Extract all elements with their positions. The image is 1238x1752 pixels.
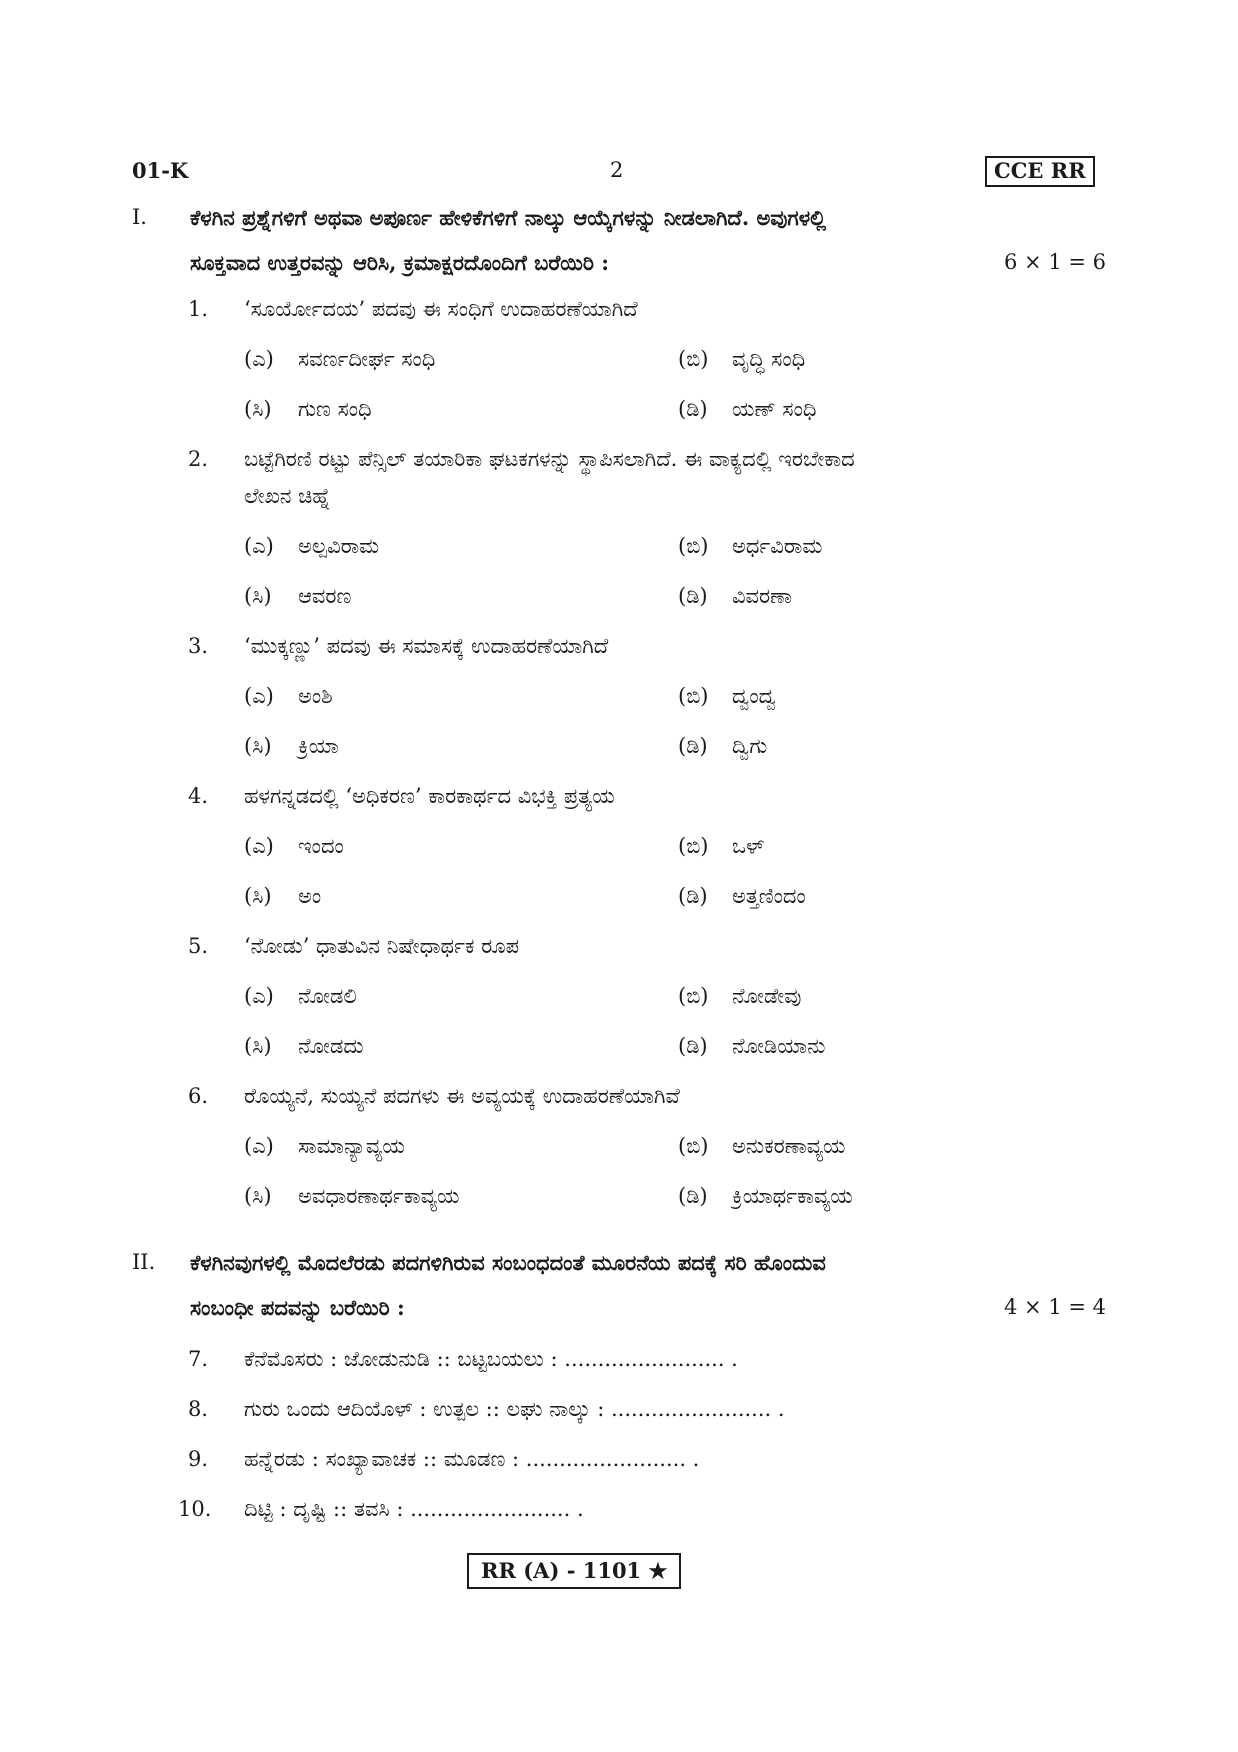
section-1-instruction-line-2: ಸೂಕ್ತವಾದ ಉತ್ತರವನ್ನು ಆರಿಸಿ, ಕ್ರಮಾಕ್ಷರದೊಂದಿಗೆ ಬರೆಯಿರಿ : <box>190 250 609 275</box>
question-number: 1. <box>187 297 208 321</box>
option-label: (ಡಿ) <box>678 397 708 421</box>
option-text: ವಿವರಣಾ <box>732 584 792 608</box>
option-text: ನೋಡಿಯಾನು <box>732 1034 826 1058</box>
footer-paper-code: RR (A) - 1101 ★ <box>467 1553 681 1589</box>
option-text: ಕ್ರಿಯಾರ್ಥಕಾವ್ಯಯ <box>732 1184 853 1208</box>
option-b <box>678 534 822 559</box>
question-text: ರೊಯ್ಯನೆ, ಸುಯ್ಯನೆ ಪದಗಳು ಈ ಅವ್ಯಯಕ್ಕೆ ಉದಾಹರಣೆಯಾಗಿವೆ <box>244 1084 680 1108</box>
option-text: ನೋಡದು <box>298 1034 364 1058</box>
option-label: (ಡಿ) <box>678 734 708 758</box>
question-text: ‘ಸೂರ್ಯೋದಯ’ ಪದವು ಈ ಸಂಧಿಗೆ ಉದಾಹರಣೆಯಾಗಿದೆ <box>244 297 638 321</box>
option-text: ಅಂಶಿ <box>298 684 333 708</box>
option-text: ಅನುಕರಣಾವ್ಯಯ <box>732 1134 846 1158</box>
option-c <box>244 397 372 422</box>
option-b <box>678 1134 845 1159</box>
option-a <box>244 984 357 1009</box>
option-label: (ಎ) <box>244 684 274 708</box>
option-text: ಕ್ರಿಯಾ <box>298 734 339 758</box>
option-text: ಒಳ್ <box>732 834 765 858</box>
option-a <box>244 834 344 859</box>
option-text: ದ್ವಿಗು <box>732 734 768 758</box>
option-text: ಸಾಮಾನ್ಯಾವ್ಯಯ <box>298 1134 405 1158</box>
option-c <box>244 884 321 909</box>
question-number: 5. <box>187 934 208 958</box>
option-label: (ಎ) <box>244 834 274 858</box>
question-number: 4. <box>187 784 208 808</box>
page-number: 2 <box>610 158 624 182</box>
option-c <box>244 1034 364 1059</box>
paper-code: 01-K <box>132 158 189 183</box>
option-label: (ಬಿ) <box>678 834 709 858</box>
option-text: ಅರ್ಧವಿರಾಮ <box>732 534 823 558</box>
option-b <box>678 684 776 709</box>
option-c <box>244 734 339 759</box>
option-d <box>678 584 792 609</box>
option-d <box>678 1034 825 1059</box>
question-text-continued: ಲೇಖನ ಚಿಹ್ನೆ <box>244 484 331 508</box>
option-a <box>244 534 379 559</box>
question-text: ಗುರು ಒಂದು ಆದಿಯೊಳ್ : ಉತ್ಪಲ :: ಲಘು ನಾಲ್ಕು : ........................ . <box>244 1397 785 1421</box>
option-a <box>244 1134 405 1159</box>
question-number: 2. <box>187 447 208 471</box>
option-text: ಯಣ್ ಸಂಧಿ <box>732 397 817 421</box>
option-d <box>678 397 816 422</box>
option-c <box>244 584 351 609</box>
option-label: (ಬಿ) <box>678 534 709 558</box>
option-label: (ಸಿ) <box>244 1034 272 1058</box>
question-text: ‘ನೋಡು’ ಧಾತುವಿನ ನಿಷೇಧಾರ್ಥಕ ರೂಪ <box>244 934 520 958</box>
option-text: ಅಲ್ಪವಿರಾಮ <box>298 534 380 558</box>
section-1-marks: 6 × 1 = 6 <box>1004 250 1106 274</box>
section-1-number: I. <box>132 205 147 229</box>
option-label: (ಡಿ) <box>678 1184 708 1208</box>
option-a <box>244 347 435 372</box>
question-number: 7. <box>187 1347 208 1371</box>
option-text: ಅಂ <box>298 884 322 908</box>
question-text: ಹಳಗನ್ನಡದಲ್ಲಿ ‘ಅಧಿಕರಣ’ ಕಾರಕಾರ್ಥದ ವಿಭಕ್ತಿ ಪ್ರತ್ಯಯ <box>244 784 615 808</box>
section-2-number: II. <box>132 1250 156 1274</box>
question-text: ‘ಮುಕ್ಕಣ್ಣು’ ಪದವು ಈ ಸಮಾಸಕ್ಕೆ ಉದಾಹರಣೆಯಾಗಿದೆ <box>244 634 609 658</box>
question-number: 9. <box>187 1447 208 1471</box>
option-label: (ಡಿ) <box>678 884 708 908</box>
question-number: 3. <box>187 634 208 658</box>
option-label: (ಎ) <box>244 347 274 371</box>
option-label: (ಬಿ) <box>678 684 709 708</box>
option-label: (ಬಿ) <box>678 984 709 1008</box>
option-label: (ಬಿ) <box>678 347 709 371</box>
option-label: (ಎ) <box>244 1134 274 1158</box>
section-2-marks: 4 × 1 = 4 <box>1004 1295 1106 1319</box>
option-text: ಅವಧಾರಣಾರ್ಥಕಾವ್ಯಯ <box>298 1184 460 1208</box>
option-text: ನೋಡೇವು <box>732 984 802 1008</box>
option-text: ಆವರಣ <box>298 584 352 608</box>
question-text: ದಿಟ್ಟಿ : ದೃಷ್ಟಿ :: ತವಸಿ : ........................ . <box>244 1497 584 1521</box>
option-label: (ಸಿ) <box>244 1184 272 1208</box>
option-text: ದ್ವಂದ್ವ <box>732 684 776 708</box>
exam-tag-box: CCE RR <box>985 156 1095 187</box>
option-label: (ಡಿ) <box>678 584 708 608</box>
option-a <box>244 684 333 709</box>
option-label: (ಸಿ) <box>244 584 272 608</box>
option-label: (ಬಿ) <box>678 1134 709 1158</box>
question-number: 10. <box>178 1497 212 1521</box>
option-text: ಸವರ್ಣದೀರ್ಘ ಸಂಧಿ <box>298 347 436 371</box>
option-text: ನೋಡಲಿ <box>298 984 357 1008</box>
option-label: (ಎ) <box>244 534 274 558</box>
question-text: ಹನ್ನೆರಡು : ಸಂಖ್ಯಾವಾಚಕ :: ಮೂಡಣ : ........................ . <box>244 1447 700 1471</box>
option-text: ಅತ್ತಣಿಂದಂ <box>732 884 806 908</box>
option-b <box>678 347 805 372</box>
section-2-instruction-line-1: ಕೆಳಗಿನವುಗಳಲ್ಲಿ ಮೊದಲೆರಡು ಪದಗಳಿಗಿರುವ ಸಂಬಂಧದಂತೆ ಮೂರನೆಯ ಪದಕ್ಕೆ ಸರಿ ಹೊಂದುವ <box>190 1250 826 1275</box>
section-1-instruction-line-1: ಕೆಳಗಿನ ಪ್ರಶ್ನೆಗಳಿಗೆ ಅಥವಾ ಅಪೂರ್ಣ ಹೇಳಿಕೆಗಳಿಗೆ ನಾಲ್ಕು ಆಯ್ಕೆಗಳನ್ನು ನೀಡಲಾಗಿದೆ. ಅವುಗಳಲ್ಲಿ <box>190 205 827 230</box>
option-text: ಗುಣ ಸಂಧಿ <box>298 397 372 421</box>
question-text: ಬಟ್ಟೆಗಿರಣಿ ರಟ್ಟು ಪೆನ್ಸಿಲ್ ತಯಾರಿಕಾ ಘಟಕಗಳನ್ನು ಸ್ಥಾಪಿಸಲಾಗಿದೆ. ಈ ವಾಕ್ಯದಲ್ಲಿ ಇರಬೇಕಾದ <box>244 447 855 471</box>
option-label: (ಸಿ) <box>244 884 272 908</box>
option-label: (ಡಿ) <box>678 1034 708 1058</box>
option-d <box>678 884 806 909</box>
option-d <box>678 734 767 759</box>
option-label: (ಎ) <box>244 984 274 1008</box>
option-b <box>678 834 764 859</box>
question-text: ಕೆನೆಮೊಸರು : ಜೋಡುನುಡಿ :: ಬಟ್ಟಬಯಲು : ........................ . <box>244 1347 738 1371</box>
option-d <box>678 1184 853 1209</box>
option-label: (ಸಿ) <box>244 397 272 421</box>
option-text: ವೃದ್ಧಿ ಸಂಧಿ <box>732 347 806 371</box>
option-c <box>244 1184 459 1209</box>
option-text: ಇಂದಂ <box>298 834 344 858</box>
section-2-instruction-line-2: ಸಂಬಂಧೀ ಪದವನ್ನು ಬರೆಯಿರಿ : <box>190 1295 405 1320</box>
question-number: 8. <box>187 1397 208 1421</box>
option-b <box>678 984 801 1009</box>
option-label: (ಸಿ) <box>244 734 272 758</box>
question-number: 6. <box>187 1084 208 1108</box>
